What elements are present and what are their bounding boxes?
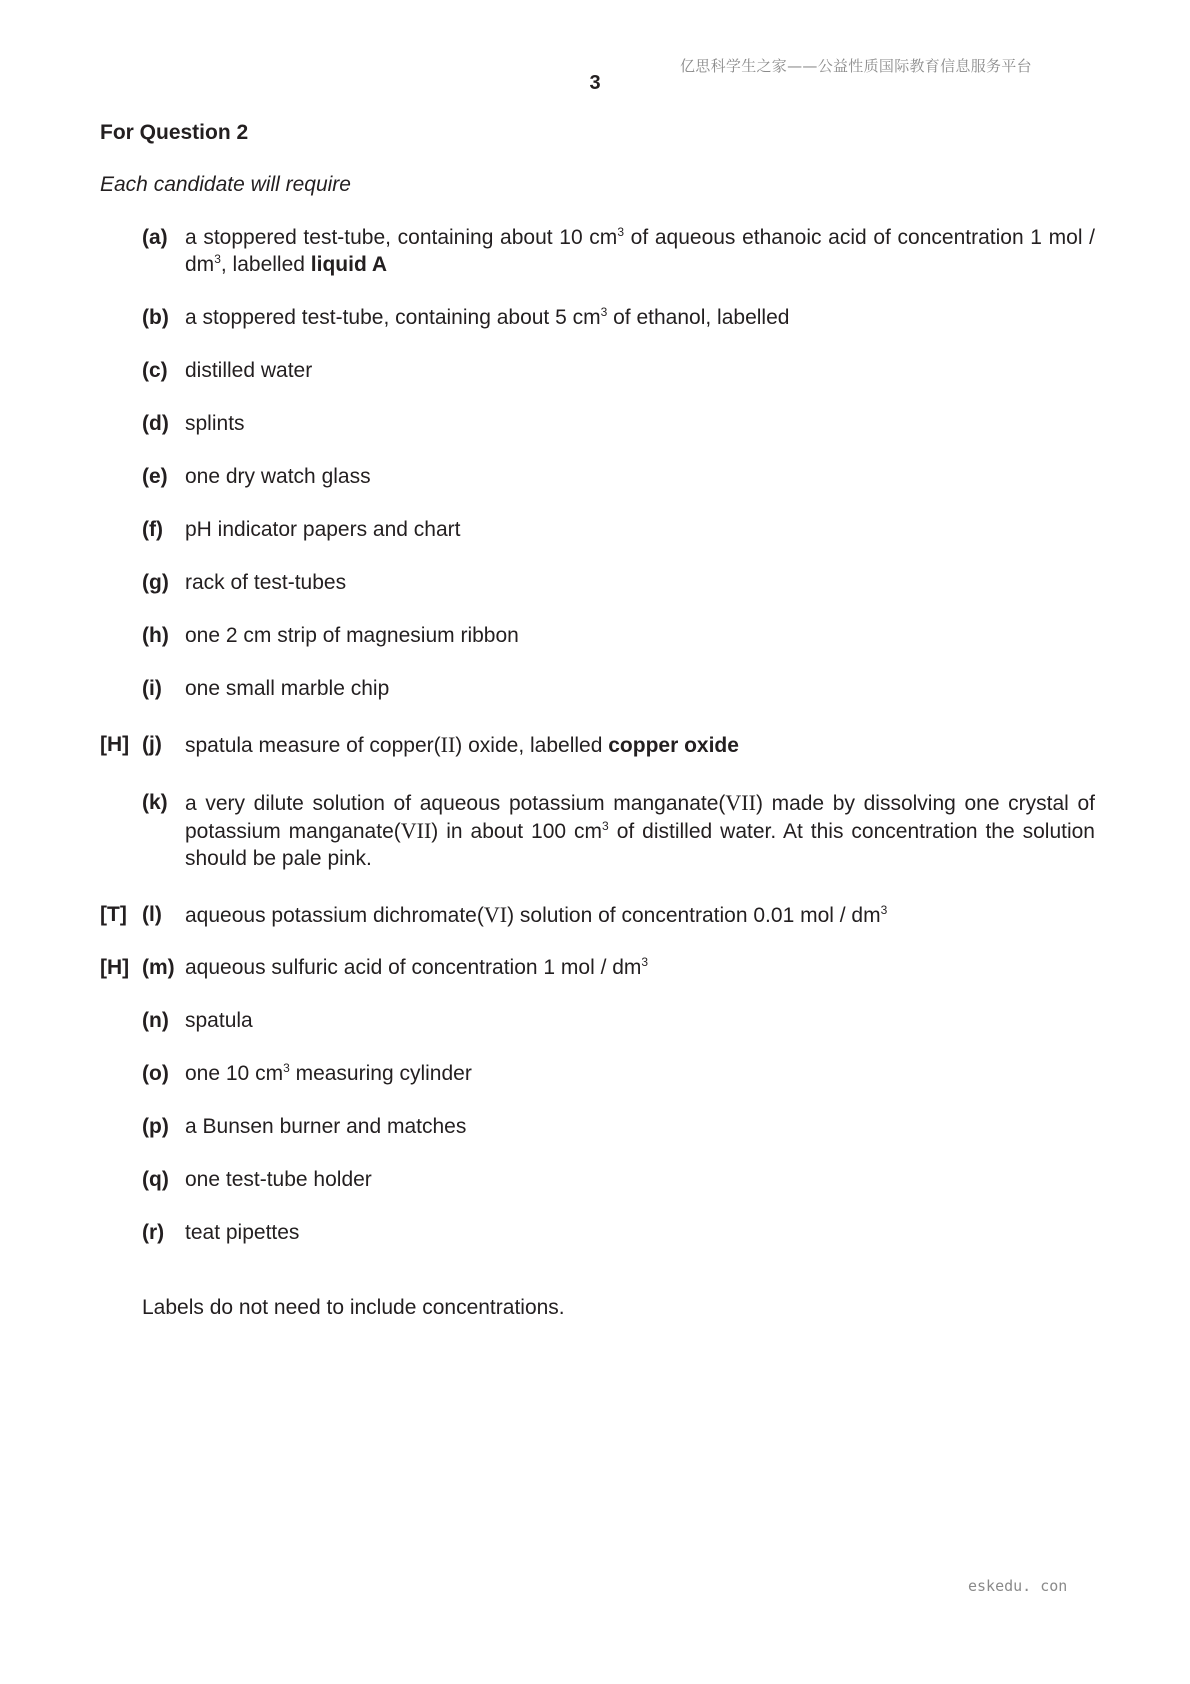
item-letter: (c) [142, 359, 168, 382]
item-tag: [H] [100, 956, 130, 979]
item-text: one 10 $cm^3$ measuring cylinder [185, 1061, 472, 1085]
item-letter: (j) [142, 733, 162, 756]
item-text: one dry watch glass [185, 465, 371, 488]
item-text: spatula [185, 1009, 253, 1032]
item-letter: (f) [142, 518, 163, 541]
item-text: aqueous sulfuric acid of concentration 1 mol / $dm^3$ [185, 955, 649, 979]
item-text: distilled water [185, 359, 313, 382]
item-letter: (i) [142, 677, 162, 700]
item-letter: (h) [142, 624, 169, 647]
item-text: pH indicator papers and chart [185, 518, 461, 541]
item-letter: (l) [142, 903, 162, 926]
item-letter: (g) [142, 571, 169, 594]
item-text: one small marble chip [185, 677, 390, 700]
item-letter: (q) [142, 1168, 169, 1191]
item-letter: (p) [142, 1115, 169, 1138]
item-text: a stoppered test-tube, containing about 10 $cm^3$ of aqueous ethanoic acid of concentration 1 mol / $dm^3$, labelled liquid A [185, 225, 1096, 276]
item-letter: (d) [142, 412, 169, 435]
section-intro: Each candidate will require [100, 173, 351, 196]
item-letter: (r) [142, 1221, 165, 1244]
item-text: a stoppered test-tube, containing about 5 $cm^3$ of ethanol, labelled [185, 305, 790, 329]
item-text: spatula measure of copper(II) oxide, labelled copper oxide [185, 732, 739, 757]
watermark-text: 亿思科学生之家——公益性质国际教育信息服务平台 [680, 57, 1032, 75]
section-heading: For Question 2 [100, 121, 249, 144]
item-letter: (b) [142, 306, 169, 329]
item-text: one 2 cm strip of magnesium ribbon [185, 624, 519, 647]
item-text: rack of test-tubes [185, 571, 347, 594]
item-tag: [H] [100, 733, 130, 756]
item-letter: (k) [142, 791, 168, 814]
item-letter: (o) [142, 1062, 169, 1085]
footer-note: Labels do not need to include concentrations. [142, 1296, 565, 1319]
item-tag: [T] [100, 903, 127, 926]
item-letter: (m) [142, 956, 175, 979]
site-watermark: eskedu. con [968, 1577, 1068, 1595]
item-text: teat pipettes [185, 1221, 300, 1244]
item-text: a very dilute solution of aqueous potassium manganate(VII) made by dissolving one crystal of potassium manganate(VII) in about 100 $cm^3$ of distilled water. At this concentration the solution should be pale pink. [185, 790, 1095, 870]
item-letter: (e) [142, 465, 168, 488]
page-number: 3 [589, 72, 601, 94]
item-letter: (n) [142, 1009, 169, 1032]
item-text: splints [185, 412, 245, 435]
item-text: aqueous potassium dichromate(VI) solution of concentration 0.01 mol / $dm^3$ [185, 902, 888, 927]
item-text: one test-tube holder [185, 1168, 372, 1191]
item-letter: (a) [142, 226, 168, 249]
item-text: a Bunsen burner and matches [185, 1115, 467, 1138]
